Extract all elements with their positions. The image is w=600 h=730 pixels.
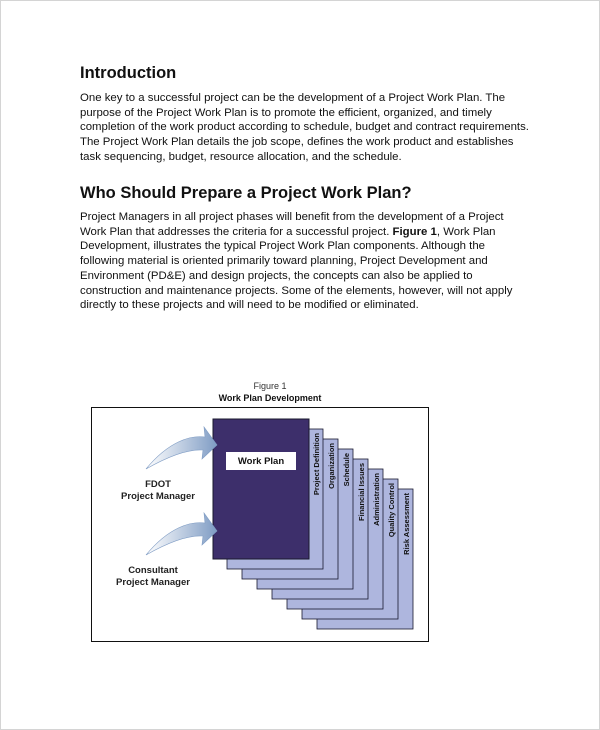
work-plan-block	[213, 419, 309, 559]
who-text-part2: , Work Plan Development, illustrates the typical Project Work Plan components. Although the following material is oriented primarily toward planning, Project Development and Environment (PD&E) and design projects, the concepts can also be applied to construction and maintenance projects. Some of the elements, however, will not apply directly to these projects and will need to be modified or eliminated.	[80, 225, 513, 312]
who-text-part1: Project Managers in all project phases will benefit from the development of a Project Work Plan that addresses the criteria for a successful project.	[80, 211, 504, 238]
consultant-manager-text: Consultant Project Manager	[116, 565, 190, 588]
component-label-schedule: Schedule	[342, 453, 351, 487]
figure-reference: Figure 1	[392, 225, 437, 238]
work-plan-diagram	[91, 407, 429, 642]
figure-title: Work Plan Development	[218, 393, 322, 403]
fdot-manager-text: FDOT Project Manager	[121, 479, 195, 502]
who-heading: Who Should Prepare a Project Work Plan?	[80, 184, 412, 202]
work-plan-label: Work Plan	[226, 452, 296, 470]
component-label-risk-assessment: Risk Assessment	[402, 493, 411, 555]
fdot-manager-label	[103, 479, 213, 503]
component-label-financial-issues: Financial Issues	[357, 463, 366, 521]
consultant-manager-label	[98, 565, 208, 589]
component-label-organization: Organization	[327, 443, 336, 489]
component-label-administration: Administration	[372, 473, 381, 526]
intro-paragraph: One key to a successful project can be the development of a Project Work Plan. The purpose of the Project Work Plan is to promote the efficient, organized, and timely completion of the work product according to schedule, budget and contract requirements. The Project Work Plan details the job scope, defines the work product and establishes task sequencing, budget, resource allocation, and the schedule.	[80, 92, 529, 163]
consultant-arrow	[146, 513, 217, 555]
who-paragraph	[80, 210, 530, 313]
fdot-arrow	[146, 427, 217, 469]
component-label-quality-control: Quality Control	[387, 483, 396, 538]
component-label-project-definition: Project Definition	[312, 433, 321, 496]
intro-heading: Introduction	[80, 64, 177, 82]
figure-number: Figure 1	[253, 381, 287, 391]
